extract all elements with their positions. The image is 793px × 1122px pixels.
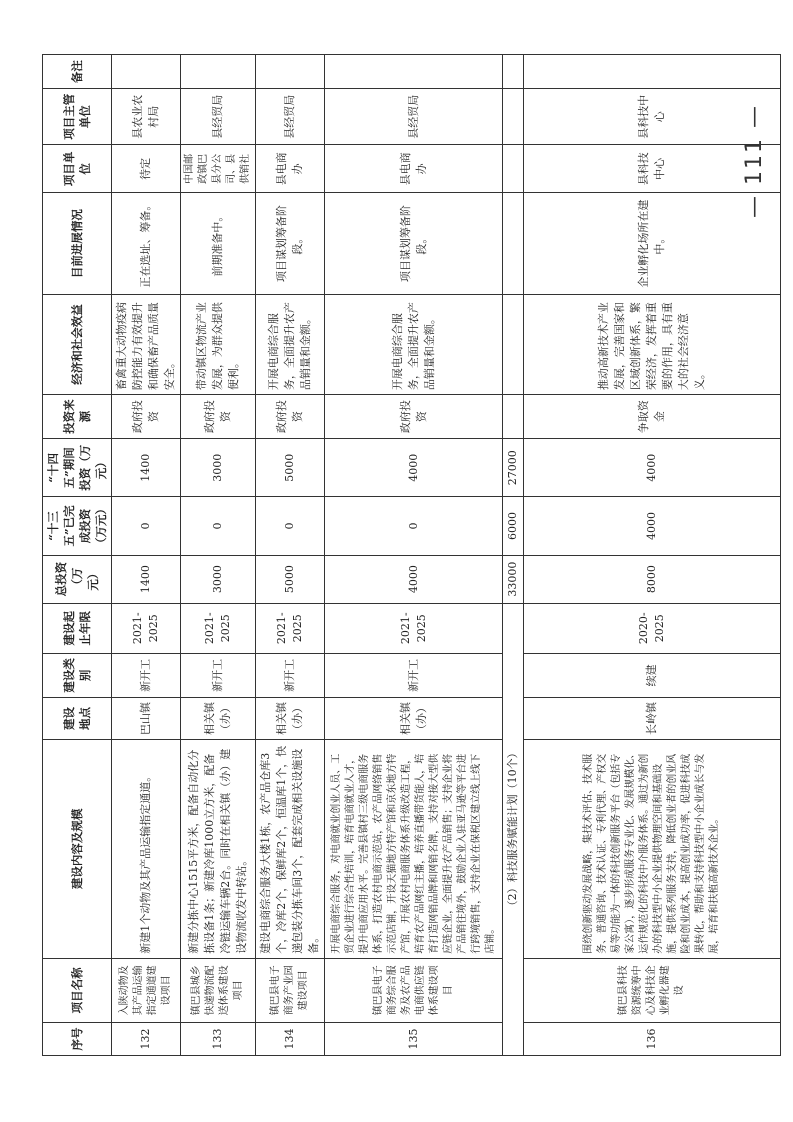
cell-remark xyxy=(256,55,325,89)
table-row xyxy=(325,55,503,1056)
header-content: 建设内容及规模 xyxy=(43,740,112,959)
page-number: — 111 — xyxy=(742,104,767,218)
cell-period: 2021-2025 xyxy=(112,603,181,653)
header-period: 建设起止年限 xyxy=(43,603,112,653)
cell-done: 0 xyxy=(325,497,503,555)
cell-progress: 前期准备中。 xyxy=(181,193,256,294)
header-name: 项目名称 xyxy=(43,958,112,1022)
cell-done: 4000 xyxy=(524,497,781,555)
header-progress: 目前进展情况 xyxy=(43,193,112,294)
section-total: 33000 xyxy=(503,555,524,603)
cell-remark xyxy=(325,55,503,89)
section-empty xyxy=(503,55,524,89)
header-done: “十三五”已完成投资（万元） xyxy=(43,497,112,555)
cell-progress: 项目谋划筹备阶段。 xyxy=(256,193,325,294)
cell-benefit: 开展电商综合服务，全面提升农产品销量和金额。 xyxy=(256,294,325,394)
table-row xyxy=(256,55,325,1056)
cell-seq: 133 xyxy=(181,1022,256,1055)
cell-total: 3000 xyxy=(181,555,256,603)
cell-source: 政府投资 xyxy=(256,395,325,439)
cell-name: 镇巴县城乡快递物流配送体系建设项目 xyxy=(181,958,256,1022)
cell-remark xyxy=(181,55,256,89)
cell-content: 新建分拣中心1515平方米，配备自动化分拣设备1条；新建冷库1000立方米，配备冷链运输车辆2台。同时在相关镇（办）建设物流收发中转站。 xyxy=(181,740,256,959)
cell-remark xyxy=(524,55,781,89)
cell-authority: 县科技中心 xyxy=(524,89,781,145)
cell-period: 2021-2025 xyxy=(181,603,256,653)
cell-location: 相关镇（办） xyxy=(325,697,503,739)
cell-source: 政府投资 xyxy=(112,395,181,439)
cell-location: 相关镇（办） xyxy=(256,697,325,739)
header-authority: 项目主管单位 xyxy=(43,89,112,145)
cell-source: 政府投资 xyxy=(181,395,256,439)
section-empty xyxy=(503,294,524,394)
section-title: （2）科技服务赋能计划（10个） xyxy=(503,603,524,1055)
cell-name: 入陕动物及其产品运输指定通道建设项目 xyxy=(112,958,181,1022)
cell-done: 0 xyxy=(112,497,181,555)
cell-location: 长岭镇 xyxy=(524,697,781,739)
section-empty xyxy=(503,89,524,145)
cell-source: 政府投资 xyxy=(325,395,503,439)
cell-content: 开展电商综合服务，对电商就业创业人员、工贸企业进行综合性培训，培育电商就业人才，提升电商应用水平。完善县镇村三级电商服务体系，打造农村电商示范站，农产品网络销售示范店铺，开设天猫地方特产馆和京东地方特产馆，开展农村电商服务体系升级改造工程，培育农产品网红主播，培养直播带货能人，培育打造网销品牌和网销名牌，支持对接大型供应链企业，全面提升农产品销售；支持企业将产品销往境外，鼓励企业入驻亚马逊等平台进行跨境销售，支持企业在保税区建立线上线下店铺。 xyxy=(325,740,503,959)
cell-location: 巴山镇 xyxy=(112,697,181,739)
cell-plan: 4000 xyxy=(325,439,503,497)
table-row xyxy=(181,55,256,1056)
cell-plan: 5000 xyxy=(256,439,325,497)
cell-type: 新开工 xyxy=(181,653,256,697)
section-empty xyxy=(503,395,524,439)
cell-total: 5000 xyxy=(256,555,325,603)
header-location: 建设地点 xyxy=(43,697,112,739)
cell-plan: 1400 xyxy=(112,439,181,497)
section-plan: 27000 xyxy=(503,439,524,497)
cell-type: 新开工 xyxy=(325,653,503,697)
header-benefit: 经济和社会效益 xyxy=(43,294,112,394)
cell-authority: 县经贸局 xyxy=(256,89,325,145)
header-remark: 备注 xyxy=(43,55,112,89)
cell-location: 相关镇（办） xyxy=(181,697,256,739)
cell-name: 镇巴县电子商务综合服务及农产品电商供应链体系建设项目 xyxy=(325,958,503,1022)
cell-type: 续建 xyxy=(524,653,781,697)
cell-source: 争取资金 xyxy=(524,395,781,439)
cell-unit: 中国邮政镇巴县分公司、县供销社 xyxy=(181,145,256,193)
cell-name: 镇巴县科技资源统筹中心及科技企业孵化器建设 xyxy=(524,958,781,1022)
cell-content: 围绕创新驱动发展战略，集技术评估、技术服务、普通咨询、技术认证、专利代理、产权交易等功能为一体的科技创新服务平台（包括专家公寓），逐步形成服务专业化、发展规模化、运作规范化的科技中介服务体系。通过为新创办的科技型中小企业提供物理空间和基础设施，提供系列服务支持，降低创业者的创业风险和创业成本，提高创业成功率，促进科技成果转化，帮助和支持科技型中小企业成长与发展，培育和扶植高新技术企业。 xyxy=(524,740,781,959)
section-row xyxy=(503,55,524,1056)
cell-unit: 县电商办 xyxy=(325,145,503,193)
cell-total: 1400 xyxy=(112,555,181,603)
cell-unit: 县电商办 xyxy=(256,145,325,193)
cell-type: 新开工 xyxy=(112,653,181,697)
table-row xyxy=(112,55,181,1056)
cell-unit: 待定 xyxy=(112,145,181,193)
cell-benefit: 开展电商综合服务，全面提升农产品销量和金额。 xyxy=(325,294,503,394)
project-table xyxy=(42,54,781,1056)
cell-benefit: 畜禽重大动物疫病防控能力有效提升和确保畜产品质量安全。 xyxy=(112,294,181,394)
cell-content: 建设电商综合服务大楼1栋，农产品仓库3个，冷库2个，保鲜库2个，恒温库1个，快递包装分拣车间3个，配套完成相关设施设备。 xyxy=(256,740,325,959)
cell-seq: 132 xyxy=(112,1022,181,1055)
cell-name: 镇巴县电子商务产业园建设项目 xyxy=(256,958,325,1022)
cell-plan: 3000 xyxy=(181,439,256,497)
cell-benefit: 推动高新技术产业发展，完善国家和区域创新体系，繁荣经济，发挥着重要的作用，具有重大的社会经济意义。 xyxy=(524,294,781,394)
cell-content: 新建1个动物及其产品运输指定通道。 xyxy=(112,740,181,959)
section-done: 6000 xyxy=(503,497,524,555)
cell-seq: 134 xyxy=(256,1022,325,1055)
section-empty xyxy=(503,193,524,294)
cell-authority: 县经贸局 xyxy=(325,89,503,145)
cell-progress: 企业孵化场所在建中。 xyxy=(524,193,781,294)
cell-progress: 正在选址、筹备。 xyxy=(112,193,181,294)
cell-total: 8000 xyxy=(524,555,781,603)
cell-seq: 135 xyxy=(325,1022,503,1055)
cell-seq: 136 xyxy=(524,1022,781,1055)
cell-period: 2020-2025 xyxy=(524,603,781,653)
header-source: 投资来源 xyxy=(43,395,112,439)
header-seq: 序号 xyxy=(43,1022,112,1055)
cell-authority: 县农业农村局 xyxy=(112,89,181,145)
section-empty xyxy=(503,145,524,193)
header-unit: 项目单位 xyxy=(43,145,112,193)
cell-done: 0 xyxy=(181,497,256,555)
cell-benefit: 带动镇区物流产业发展，为群众提供便利。 xyxy=(181,294,256,394)
cell-progress: 项目谋划筹备阶段。 xyxy=(325,193,503,294)
cell-plan: 4000 xyxy=(524,439,781,497)
cell-total: 4000 xyxy=(325,555,503,603)
cell-period: 2021-2025 xyxy=(256,603,325,653)
cell-authority: 县经贸局 xyxy=(181,89,256,145)
cell-unit: 县科技中心 xyxy=(524,145,781,193)
cell-done: 0 xyxy=(256,497,325,555)
header-total: 总投资（万元） xyxy=(43,555,112,603)
header-row xyxy=(43,55,112,1056)
header-plan: “十四五”期间投资（万元） xyxy=(43,439,112,497)
cell-type: 新开工 xyxy=(256,653,325,697)
header-type: 建设类别 xyxy=(43,653,112,697)
cell-remark xyxy=(112,55,181,89)
cell-period: 2021-2025 xyxy=(325,603,503,653)
